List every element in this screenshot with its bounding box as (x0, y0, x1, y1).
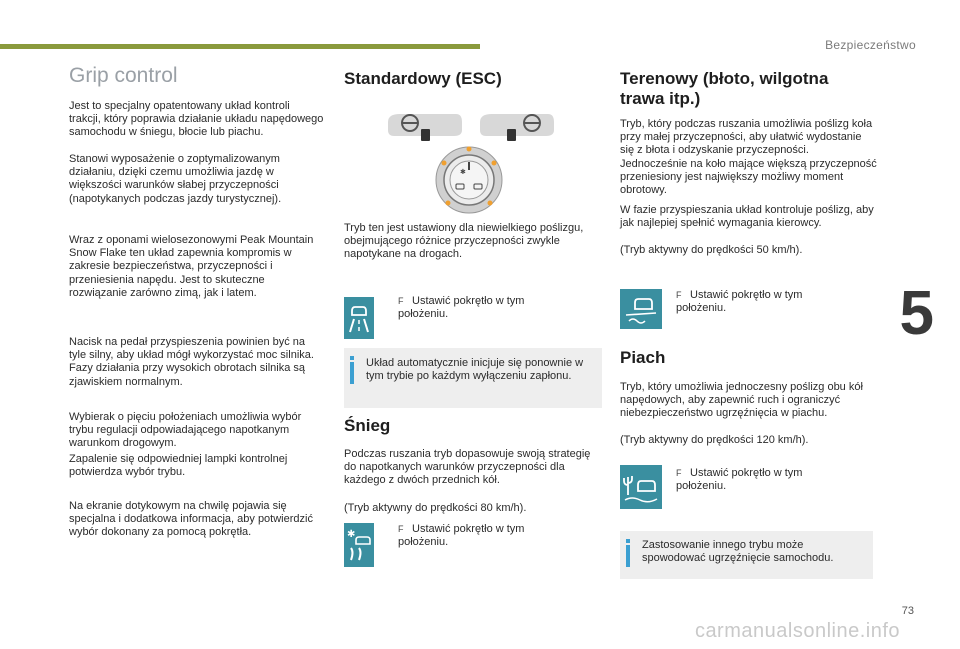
grip-paragraph-4b: Zapalenie się odpowiedniej lampki kontrolnej potwierdza wybór trybu. (69, 453, 288, 479)
info-icon (626, 539, 630, 567)
watermark: carmanualsonline.info (694, 620, 900, 642)
sand-title: Piach (620, 348, 666, 367)
instruction-bullet-icon: F (398, 524, 404, 534)
esc-title: Standardowy (ESC) (344, 69, 502, 88)
snow-mode-icon (344, 523, 374, 567)
instruction-bullet-icon: F (676, 290, 682, 300)
chapter-number: 5 (899, 279, 934, 348)
grip-paragraph-3: Nacisk na pedał przyspieszenia powinien być na tyle silny, aby układ mógł wykorzystać moc silnika. Fazy działania przy wysokich obrotach silnika są zjawiskiem normalnym. (69, 336, 314, 388)
mud-text: Tryb, który podczas ruszania umożliwia poślizg koła przy małej przyczepności, aby ułatwić wydostanie się z błota i odzyskanie przyczepności. Jednocześnie na koło mające większą przyczepność przeniesiony jest największy możliwy moment obrotowy. (620, 118, 877, 197)
sand-info-box (620, 531, 873, 579)
snow-instruction: F Ustawić pokrętło w tym położeniu. (398, 523, 525, 549)
sand-mode-icon (620, 465, 662, 509)
esc-instruction: F Ustawić pokrętło w tym położeniu. (398, 295, 525, 321)
mud-title-line-1: Terenowy (błoto, wilgotna (620, 69, 829, 88)
snow-title: Śnieg (344, 416, 391, 435)
grip-paragraph-2: Wraz z oponami wielosezonowymi Peak Mountain Snow Flake ten układ zapewnia kompromis w zakresie bezpieczeństwa, przyczepności i przeniesienia napędu. Jest to skuteczne rozwiązanie zarówno zimą, jak i latem. (69, 234, 314, 299)
mode-selector-knob-icon (436, 147, 502, 214)
info-icon (350, 356, 354, 384)
mud-instruction: F Ustawić pokrętło w tym położeniu. (676, 289, 803, 315)
page-number: 73 (901, 605, 914, 617)
instruction-bullet-icon: F (398, 296, 404, 306)
esc-text: Tryb ten jest ustawiony dla niewielkiego poślizgu, obejmującego różnice przyczepności zwykle napotykane na drogach. (344, 222, 584, 261)
hill-descent-button-icon (480, 114, 554, 141)
sand-text: Tryb, który umożliwia jednoczesny poślizg obu kół napędowych, aby zapewnić ruch i ograniczyć niebezpieczeństwo ugrzęźnięcia w piachu. (620, 381, 863, 420)
grip-paragraph-1: Jest to specjalny opatentowany układ kontroli trakcji, który poprawia działanie układu napędowego samochodu w śniegu, błocie lub piachu. (69, 100, 324, 139)
snow-speed: (Tryb aktywny do prędkości 80 km/h). (344, 502, 527, 514)
grip-paragraph-1b: Stanowi wyposażenie o zoptymalizowanym działaniu, dzięki czemu umożliwia jazdę w większości warunków słabej przyczepności (napotykanych podczas jazdy turystycznej). (69, 153, 282, 205)
sand-info-text: Zastosowanie innego trybu może spowodować ugrzęźnięcie samochodu. (642, 539, 834, 565)
grip-paragraph-4: Wybierak o pięciu położeniach umożliwia wybór trybu regulacji odpowiadającego napotkanym warunkom drogowym. (69, 411, 302, 450)
mud-text-2: W fazie przyspieszania układ kontroluje poślizg, aby jak najlepiej spełnić wymagania kierowcy. (620, 204, 874, 230)
esc-mode-icon (344, 297, 374, 339)
svg-text:✱: ✱ (347, 529, 356, 540)
instruction-bullet-icon: F (676, 468, 682, 478)
grip-paragraph-5: Na ekranie dotykowym na chwilę pojawia się specjalna i dodatkowa informacja, aby potwierdzić wybór dokonany za pomocą pokrętła. (69, 500, 313, 539)
esc-info-text: Układ automatycznie inicjuje się ponownie w tym trybie po każdym wyłączeniu zapłonu. (366, 357, 584, 383)
section-title: Bezpieczeństwo (825, 38, 916, 52)
grip-control-title: Grip control (69, 64, 178, 87)
sand-speed: (Tryb aktywny do prędkości 120 km/h). (620, 434, 809, 446)
mud-speed: (Tryb aktywny do prędkości 50 km/h). (620, 244, 803, 256)
top-accent-bar (0, 44, 480, 49)
sand-instruction: F Ustawić pokrętło w tym położeniu. (676, 467, 803, 493)
grip-control-knob-illustration (380, 108, 580, 218)
svg-text:✱: ✱ (460, 168, 466, 176)
esc-off-button-icon (388, 114, 462, 141)
mud-mode-icon (620, 289, 662, 329)
snow-text: Podczas ruszania tryb dopasowuje swoją strategię do napotkanych warunków przyczepności dla każdego z dwóch przednich kół. (344, 448, 591, 487)
esc-info-box (344, 348, 602, 408)
mud-title-line-2: trawa itp.) (620, 89, 701, 108)
